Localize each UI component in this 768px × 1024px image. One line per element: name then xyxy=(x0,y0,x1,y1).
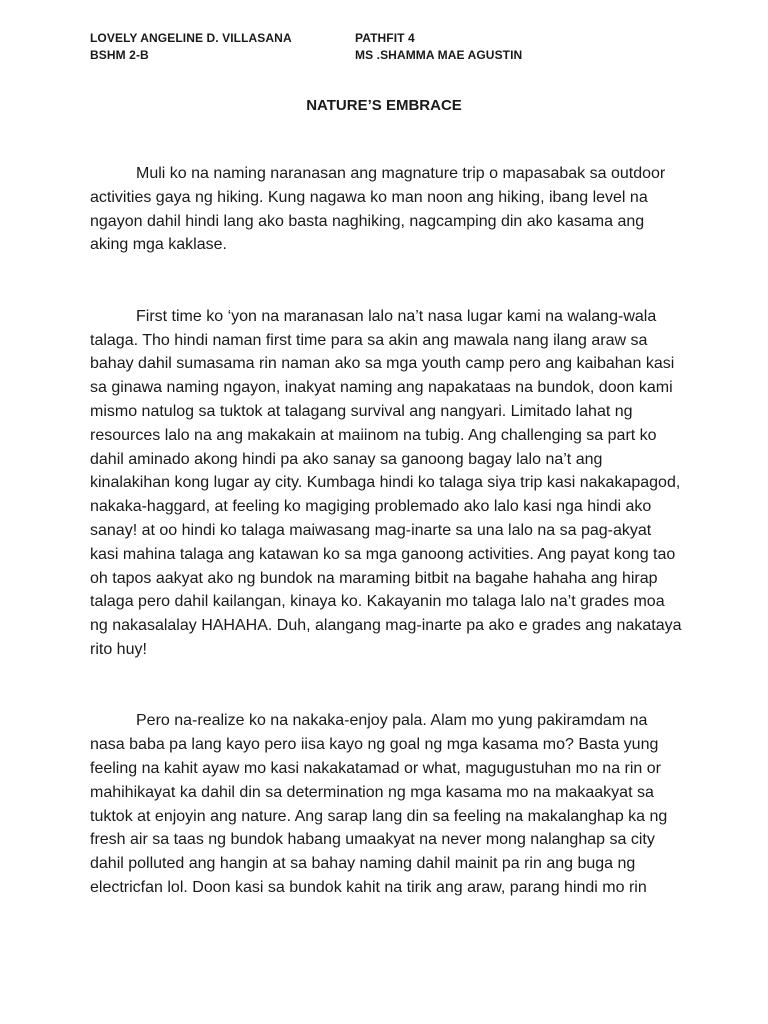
header-right-column xyxy=(355,30,655,64)
paragraph-3: Pero na-realize ko na nakaka-enjoy pala. Alam mo yung pakiramdam na nasa baba pa lang kayo pero iisa kayo ng goal ng mga kasama mo? Basta yung feeling na kahit ayaw mo kasi nakakatamad or what, magugustuhan mo na rin or mahihikayat ka dahil din sa determination ng mga kasama mo na makaakyat sa tuktok at enjoyin ang nature. Ang sarap lang din sa feeling na makalanghap ka ng fresh air sa taas ng bundok habang umaakyat na never mong nalanghap sa city dahil polluted ang hangin at sa bahay naming dahil mainit pa rin ang buga ng electricfan lol. Doon kasi sa bundok kahit na tirik ang araw, parang hindi mo rin xyxy=(90,712,668,896)
student-section: BSHM 2-B xyxy=(90,48,149,62)
subject-name: PATHFIT 4 xyxy=(355,31,415,45)
document-body xyxy=(90,162,682,900)
paragraph-1: Muli ko na naming naranasan ang magnature trip o mapasabak sa outdoor activities gaya ng hiking. Kung nagawa ko man noon ang hiking, ibang level na ngayon dahil hindi lang ako basta naghiking, nagcamping din ako kasama ang aking mga kaklase. xyxy=(90,165,666,254)
student-name: LOVELY ANGELINE D. VILLASANA xyxy=(90,31,292,45)
header-left-column xyxy=(90,30,350,64)
document-title: NATURE’S EMBRACE xyxy=(306,97,462,114)
instructor-name: MS .SHAMMA MAE AGUSTIN xyxy=(355,48,523,62)
paragraph-2: First time ko ‘yon na maranasan lalo na’t nasa lugar kami na walang-wala talaga. Tho hindi naman first time para sa akin ang mawala nang ilang araw sa bahay dahil sumasama rin naman ako sa mga youth camp pero ang kaibahan kasi sa ginawa naming ngayon, inakyat naming ang napakataas na bundok, doon kami mismo natulog sa tuktok at talagang survival ang nangyari. Limitado lahat ng resources lalo na ang makakain at maiinom na tubig. Ang challenging sa part ko dahil aminado akong hindi pa ako sanay sa ganoong bagay lalo na’t ang kinalakihan kong lugar ay city. Kumbaga hindi ko talaga siya trip kasi nakakapagod, nakaka-haggard, at feeling ko magiging problemado ako lalo kasi nga hindi ako sanay! at oo hindi ko talaga maiwasang mag-inarte sa una lalo na sa pag-akyat kasi mahina talaga ang katawan ko sa mga ganoong activities. Ang payat kong tao oh tapos aakyat ako ng bundok na maraming bitbit na bagahe hahaha ang hirap talaga pero dahil kailangan, kinaya ko. Kakayanin mo talaga lalo na’t grades moa ng nakasalalay HAHAHA. Duh, alangang mag-inarte pa ako e grades ang nakataya rito huy! xyxy=(90,307,682,658)
